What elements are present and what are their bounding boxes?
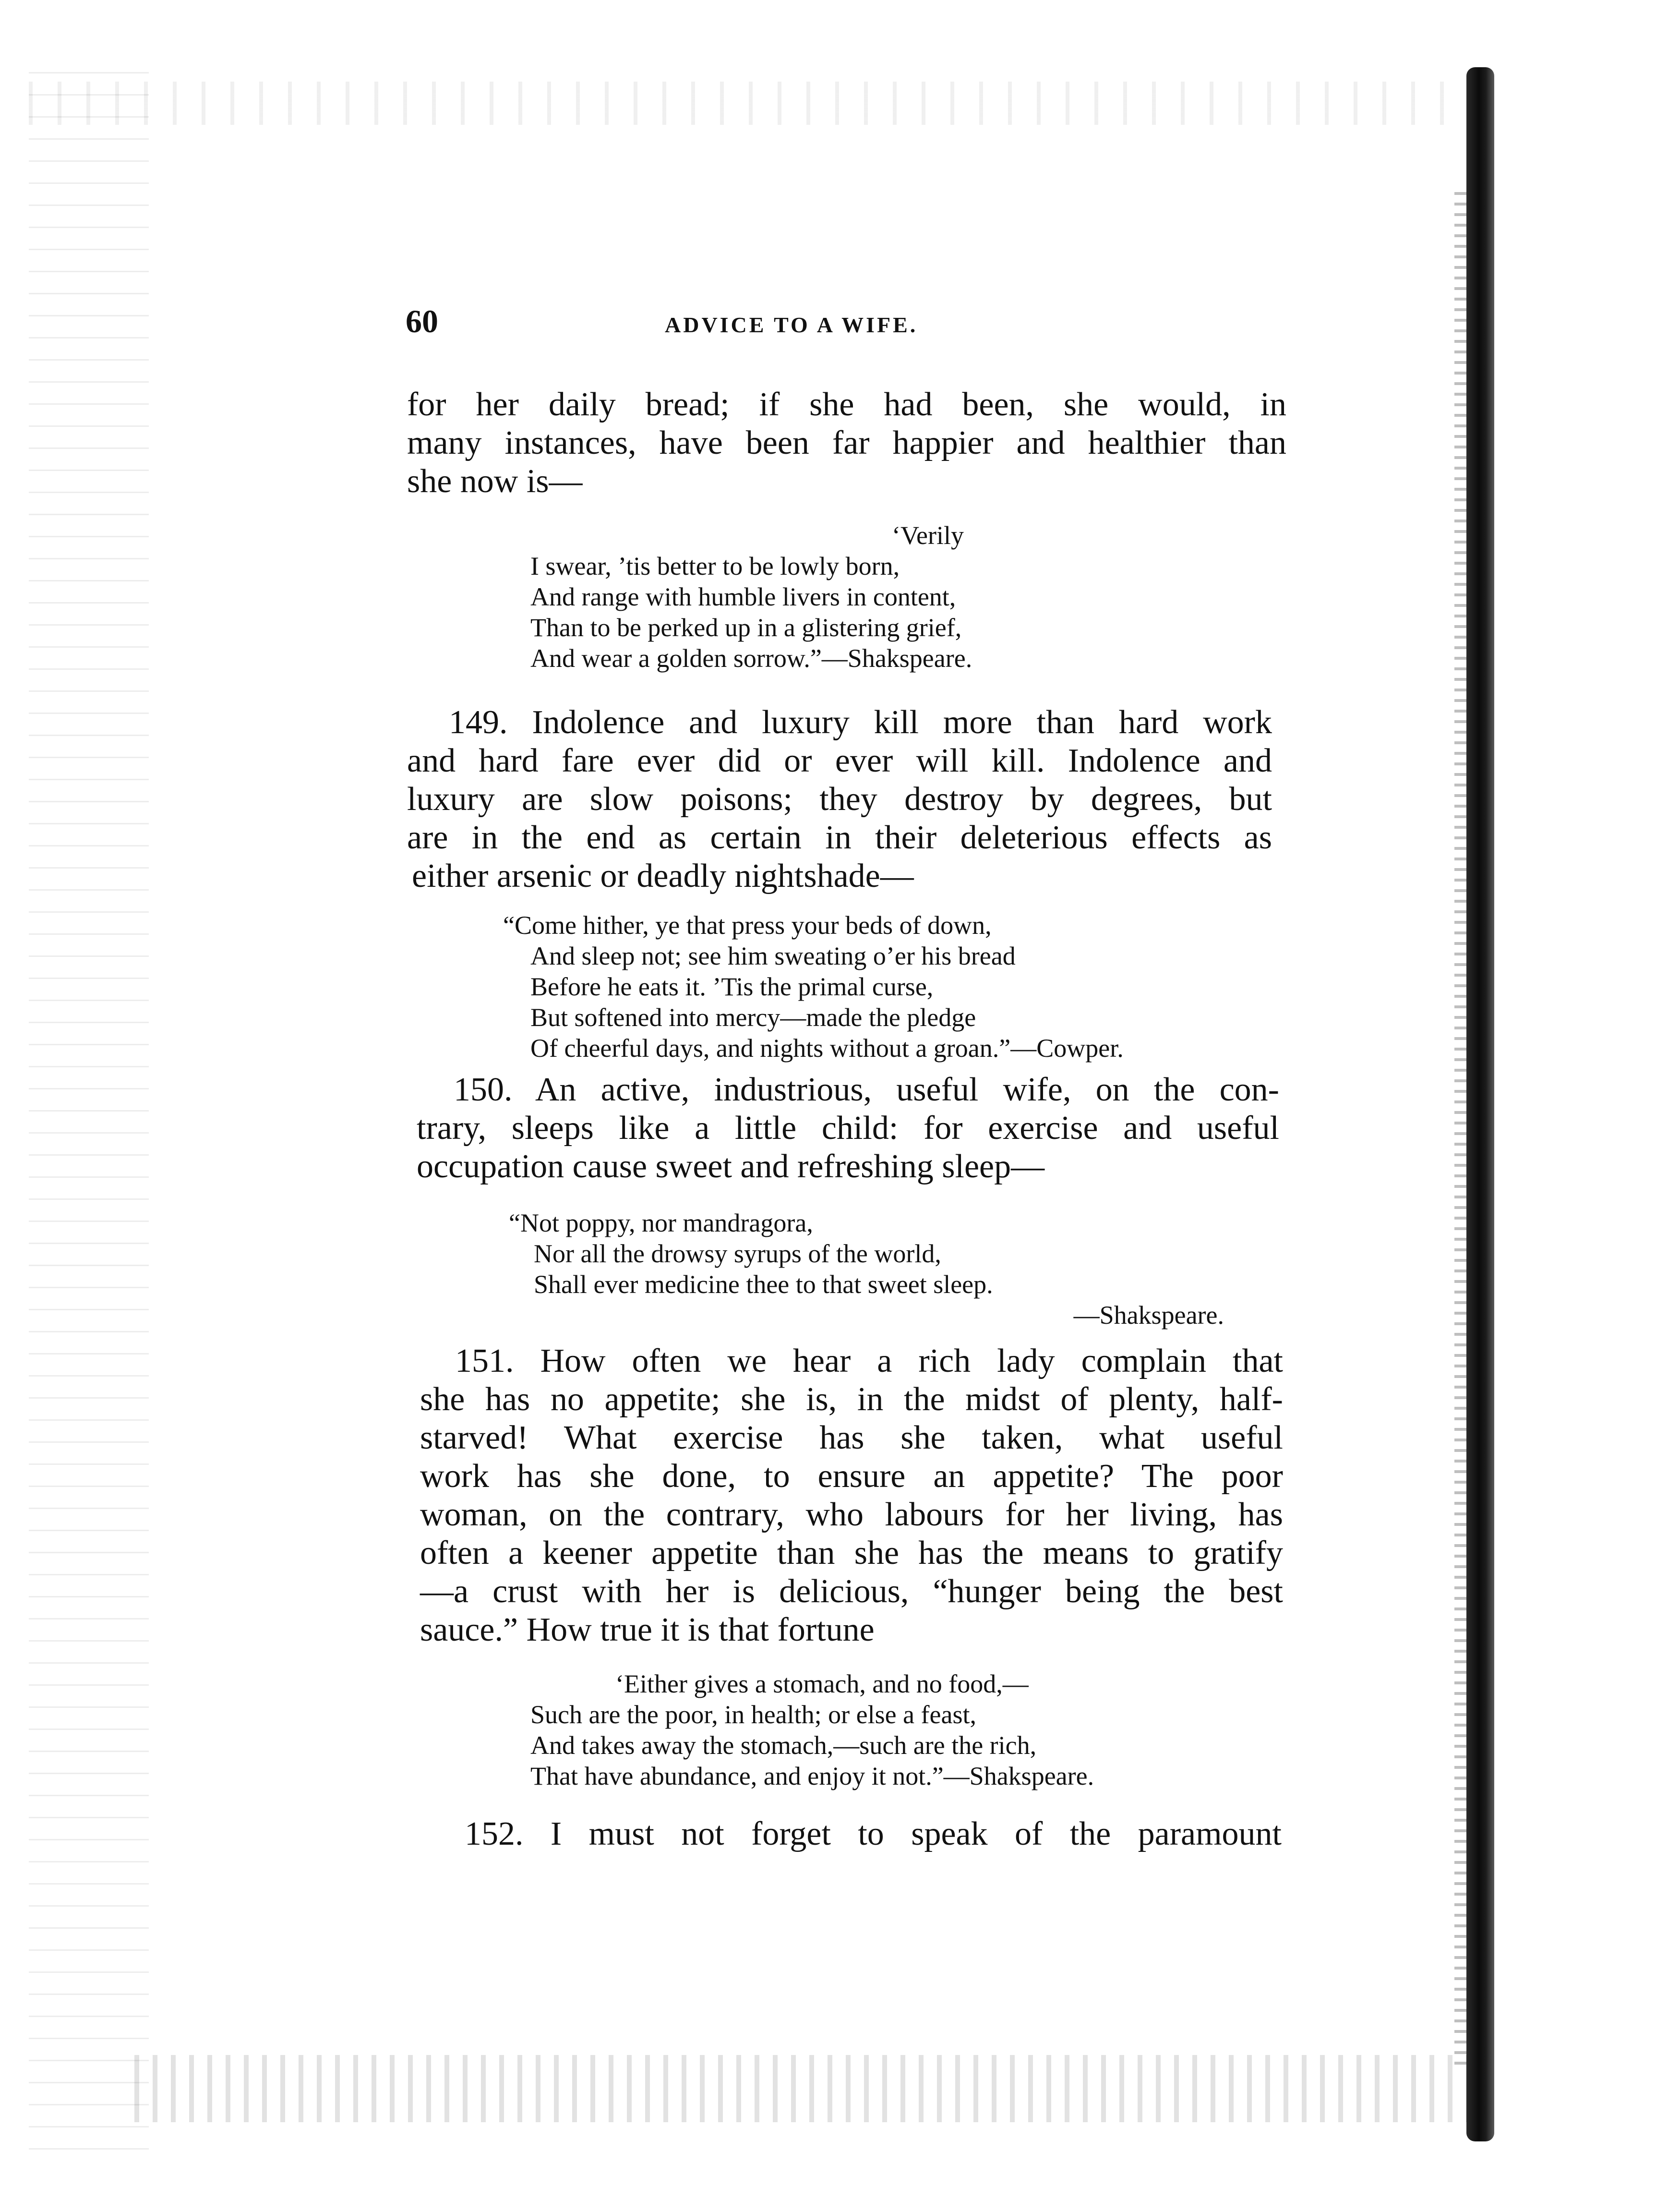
intro-line: for her daily bread; if she had been, she would, in [407, 386, 1286, 423]
verse-line: ‘Either gives a stomach, and no food,— [615, 1669, 1029, 1698]
verse-line: Than to be perked up in a glistering grief, [530, 613, 962, 642]
paragraph-151-line: woman, on the contrary, who labours for her living, has [420, 1496, 1283, 1533]
paragraph-149-line: 149. Indolence and luxury kill more than hard work [449, 704, 1272, 741]
paragraph-151-line: work has she done, to ensure an appetite? The poor [420, 1458, 1283, 1495]
verse-line: And sleep not; see him sweating o’er his bread [530, 942, 1016, 970]
intro-line: she now is— [407, 463, 583, 500]
paragraph-150-line: 150. An active, industrious, useful wife, on the con- [454, 1071, 1279, 1108]
verse-line: And takes away the stomach,—such are the rich, [530, 1731, 1037, 1760]
verse-line: Before he eats it. ’Tis the primal curse, [530, 972, 934, 1001]
verse-line: Such are the poor, in health; or else a feast, [530, 1700, 976, 1729]
scan-noise-top [29, 82, 1445, 125]
paragraph-151-line: sauce.” How true it is that fortune [420, 1611, 875, 1648]
paragraph-151-line: starved! What exercise has she taken, what useful [420, 1419, 1283, 1456]
verse-line: “Come hither, ye that press your beds of down, [503, 911, 992, 940]
paragraph-150-line: occupation cause sweet and refreshing sleep— [417, 1148, 1045, 1185]
verse-line: That have abundance, and enjoy it not.”—Shakspeare. [530, 1762, 1094, 1790]
paragraph-149-line: luxury are slow poisons; they destroy by degrees, but [407, 781, 1272, 818]
paragraph-151-line: often a keener appetite than she has the means to gratify [420, 1535, 1283, 1571]
verse-line: Of cheerful days, and nights without a groan.”—Cowper. [530, 1034, 1124, 1063]
verse-line: Shall ever medicine thee to that sweet sleep. [534, 1270, 993, 1299]
page-number: 60 [406, 303, 438, 339]
verse-line: I swear, ’tis better to be lowly born, [530, 552, 900, 580]
paragraph-150-line: trary, sleeps like a little child: for exercise and useful [417, 1110, 1279, 1147]
paragraph-149-line: and hard fare ever did or ever will kill. Indolence and [407, 742, 1272, 779]
running-head-title: ADVICE TO A WIFE. [665, 313, 918, 337]
verse-attribution: —Shakspeare. [1073, 1301, 1224, 1330]
scan-noise-bottom [134, 2055, 1502, 2122]
paragraph-149-line: are in the end as certain in their deleterious effects as [407, 819, 1272, 856]
paragraph-149-line: either arsenic or deadly nightshade— [412, 858, 914, 894]
verse-line: And range with humble livers in content, [530, 582, 956, 611]
intro-line: many instances, have been far happier and healthier than [407, 424, 1286, 461]
verse-line: But softened into mercy—made the pledge [530, 1003, 976, 1032]
scan-noise-left [29, 72, 149, 2161]
paragraph-151-line: 151. How often we hear a rich lady complain that [455, 1342, 1283, 1379]
paragraph-151-line: she has no appetite; she is, in the midst of plenty, half- [420, 1381, 1283, 1418]
verse-line: Nor all the drowsy syrups of the world, [534, 1239, 941, 1268]
verse-line: And wear a golden sorrow.”—Shakspeare. [530, 644, 972, 673]
running-header [406, 302, 1279, 351]
verse-line: “Not poppy, nor mandragora, [509, 1209, 813, 1237]
verse-line: ‘Verily [892, 521, 964, 550]
paragraph-151-line: —a crust with her is delicious, “hunger being the best [420, 1573, 1283, 1610]
book-spine-edge [1466, 67, 1494, 2141]
paragraph-152-line: 152. I must not forget to speak of the paramount [465, 1815, 1282, 1852]
